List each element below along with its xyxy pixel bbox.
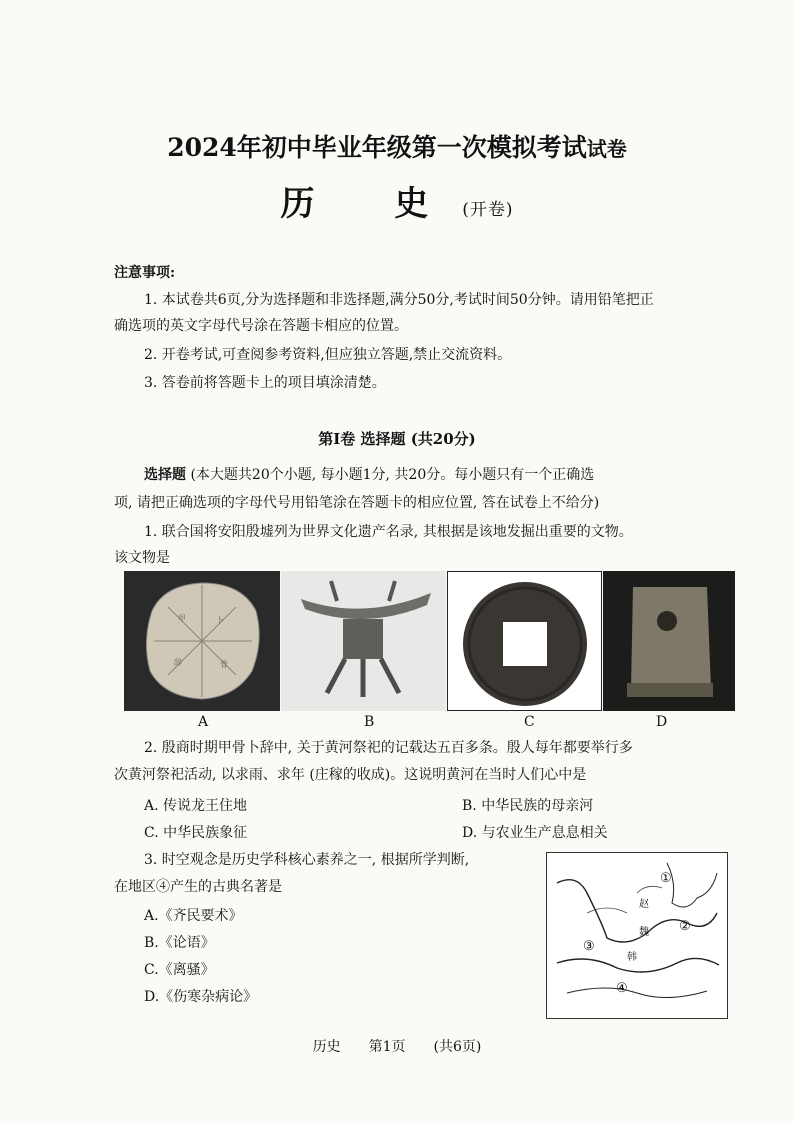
q3-option-a[interactable]: A.《齐民要术》	[144, 908, 243, 924]
map-label-3: ③	[583, 939, 595, 954]
notice-heading: 注意事项:	[114, 265, 176, 281]
ancient-coin-image	[447, 571, 602, 711]
notice-item-2: 2. 开卷考试,可查阅参考资料,但应独立答题,禁止交流资料。	[144, 347, 512, 363]
q2-option-c[interactable]: C. 中华民族象征	[144, 825, 248, 841]
section-intro-2: 项, 请把正确选项的字母代号用铅笔涂在答题卡的相应位置, 答在试卷上不给分)	[114, 495, 600, 511]
map-label-4: ④	[616, 981, 628, 996]
q3-map	[546, 852, 728, 1019]
q3-option-d[interactable]: D.《伤寒杂病论》	[144, 989, 258, 1005]
q2-option-d[interactable]: D. 与农业生产息息相关	[462, 825, 608, 841]
oracle-bone-image	[124, 571, 280, 711]
map-label-1: ①	[660, 871, 672, 886]
q3-stem-1: 3. 时空观念是历史学科核心素养之一, 根据所学判断,	[144, 852, 470, 868]
svg-text:辞: 辞	[174, 658, 182, 667]
q3-option-c[interactable]: C.《离骚》	[144, 962, 215, 978]
map-label-han: 韩	[627, 952, 637, 963]
q2-stem-1: 2. 殷商时期甲骨卜辞中, 关于黄河祭祀的记载达五百多条。殷人每年都要举行多	[144, 740, 633, 756]
q1-caption-b: B	[364, 714, 375, 730]
q1-caption-a: A	[198, 714, 209, 730]
map-label-zhao: 赵	[639, 899, 649, 910]
q2-option-a[interactable]: A. 传说龙王住地	[144, 798, 248, 814]
svg-text:甲: 甲	[178, 614, 186, 623]
jade-artifact-image	[603, 571, 735, 711]
bronze-vessel-image	[281, 571, 446, 711]
q2-option-b[interactable]: B. 中华民族的母亲河	[462, 798, 594, 814]
notice-item-1a: 1. 本试卷共6页,分为选择题和非选择题,满分50分,考试时间50分钟。请用铅笔把正	[144, 292, 654, 308]
section-title: 第Ⅰ卷 选择题 (共20分)	[318, 430, 476, 448]
notice-item-1b: 确选项的英文字母代号涂在答题卡相应的位置。	[114, 318, 408, 334]
notice-item-3: 3. 答卷前将答题卡上的项目填涂清楚。	[144, 375, 386, 391]
subject-title: 历 史(开卷)	[280, 184, 514, 224]
q1-stem-1: 1. 联合国将安阳殷墟列为世界文化遗产名录, 其根据是该地发掘出重要的文物。	[144, 524, 633, 540]
q3-option-b[interactable]: B.《论语》	[144, 935, 215, 951]
section-intro-1: 选择题 (本大题共20个小题, 每小题1分, 共20分。每小题只有一个正确选	[144, 467, 595, 483]
q1-stem-2: 该文物是	[114, 550, 170, 566]
svg-text:骨: 骨	[220, 660, 228, 669]
title-tail: 试卷	[586, 137, 627, 161]
q2-stem-2: 次黄河祭祀活动, 以求雨、求年 (庄稼的收成)。这说明黄河在当时人们心中是	[114, 767, 587, 783]
page-footer: 历史 第1页 (共6页)	[312, 1039, 482, 1055]
q1-caption-c: C	[524, 714, 535, 730]
q1-caption-d: D	[656, 714, 668, 730]
q3-stem-2: 在地区④产生的古典名著是	[114, 879, 282, 895]
map-label-2: ②	[679, 919, 691, 934]
svg-text:卜: 卜	[216, 616, 224, 625]
subject-note: (开卷)	[462, 200, 514, 220]
exam-title: 2024年初中毕业年级第一次模拟考试试卷	[167, 133, 627, 162]
map-label-wei: 魏	[639, 927, 649, 938]
